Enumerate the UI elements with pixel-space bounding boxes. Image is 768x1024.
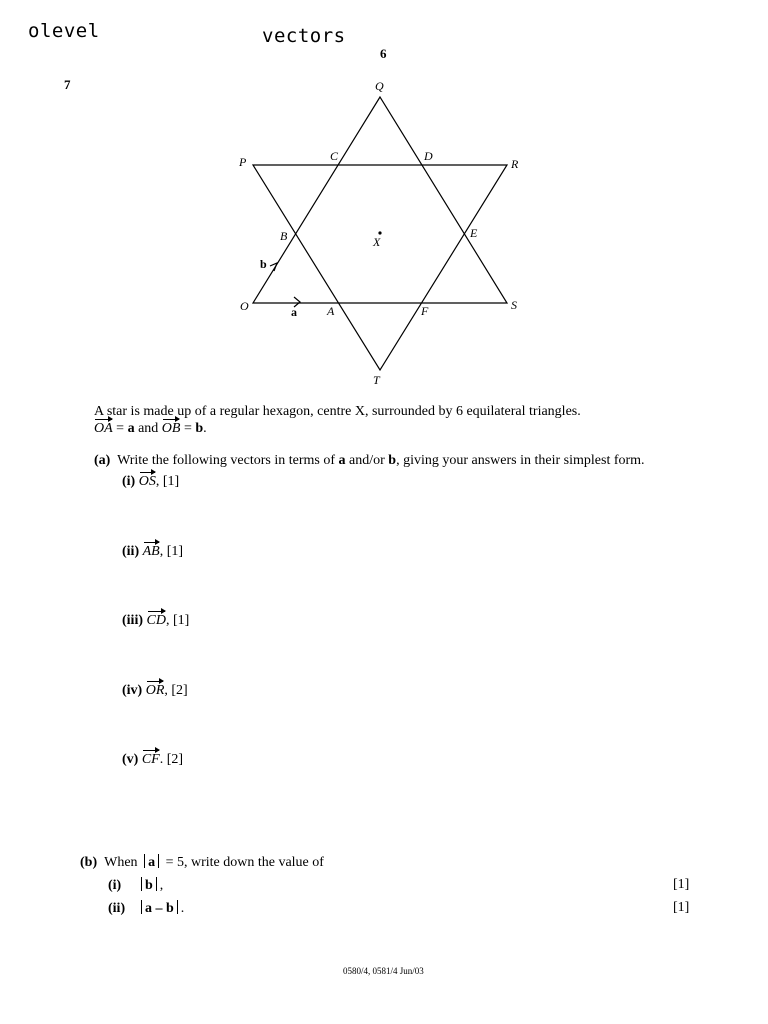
part-a-item-iii: [122, 613, 189, 629]
item-label: (v): [122, 752, 139, 767]
full-stop: .: [203, 421, 207, 436]
separator: .: [180, 901, 185, 916]
separator: ,: [164, 683, 168, 698]
part-b-item-i-marks: [1]: [673, 877, 690, 892]
label-R: R: [511, 157, 519, 171]
label-A: A: [327, 304, 335, 318]
part-a-item-ii: [122, 544, 183, 560]
modulus-bar: [144, 854, 145, 868]
part-b-label: (b): [80, 855, 98, 870]
vector-OR: OR: [145, 683, 165, 698]
part-a-item-v: [122, 752, 183, 768]
part-b-item-i: [108, 877, 163, 894]
label-E: E: [470, 226, 478, 240]
and-text: and: [134, 421, 162, 436]
label-P: P: [239, 155, 247, 169]
part-b-prompt: [80, 854, 324, 871]
part-b-item-ii-marks: [1]: [673, 900, 690, 915]
topic-label: vectors: [262, 25, 346, 47]
part-a-item-i: [122, 474, 179, 490]
bold-a: a: [338, 453, 346, 468]
marks: [2]: [171, 683, 188, 698]
part-a-text: Write the following vectors in terms of: [117, 453, 339, 468]
item-label: (ii): [108, 901, 126, 916]
intro-line-2: [94, 421, 207, 437]
page-number: 6: [380, 46, 387, 61]
item-label: (i): [122, 474, 136, 489]
marks: [1]: [166, 544, 184, 559]
bold-a: a: [148, 855, 156, 870]
star-diagram: [0, 0, 768, 400]
expression-b: b: [145, 878, 153, 893]
upward-triangle: [253, 97, 507, 303]
label-D: D: [424, 149, 433, 163]
vector-CD: CD: [146, 613, 166, 628]
marks: [1]: [172, 613, 190, 628]
separator: ,: [155, 474, 160, 489]
label-F: F: [421, 304, 429, 318]
part-a-label: (a): [94, 453, 111, 468]
label-B: B: [280, 229, 288, 243]
label-C: C: [330, 149, 339, 163]
bold-b: b: [388, 453, 397, 468]
modulus-bar: [177, 900, 178, 914]
separator: ,: [165, 613, 170, 628]
separator: ,: [159, 544, 164, 559]
modulus-bar: [141, 877, 142, 891]
item-label: (iv): [122, 683, 143, 698]
vector-OB: OB: [161, 421, 181, 436]
modulus-bar: [156, 877, 157, 891]
part-b-text: = 5, write down the value of: [162, 855, 324, 870]
item-label: (iii): [122, 613, 143, 628]
vector-OS: OS: [138, 474, 156, 489]
item-label: (i): [108, 878, 122, 893]
label-vector-b: b: [260, 257, 267, 271]
part-a-text: and/or: [345, 453, 389, 468]
vector-AB: AB: [142, 544, 160, 559]
part-a-prompt: [94, 453, 645, 469]
label-O: O: [240, 299, 249, 313]
expression-a-minus-b: a – b: [145, 901, 174, 916]
equals-sign: =: [180, 421, 196, 436]
part-a-text: , giving your answers in their simplest form.: [396, 453, 645, 468]
bold-b: b: [195, 421, 204, 436]
vector-OA: OA: [94, 421, 113, 436]
marks: [1]: [162, 474, 180, 489]
question-number: 7: [64, 77, 71, 92]
label-S: S: [511, 298, 517, 312]
separator: .: [159, 752, 164, 767]
part-a-item-iv: [122, 683, 188, 699]
label-X: X: [373, 235, 381, 249]
label-T: T: [373, 373, 380, 387]
label-Q: Q: [375, 79, 384, 93]
bold-a: a: [127, 421, 135, 436]
downward-triangle: [253, 165, 507, 370]
equals-sign: =: [112, 421, 128, 436]
vector-CF: CF: [141, 752, 160, 767]
marks: [2]: [166, 752, 184, 767]
subject-label: olevel: [28, 20, 100, 42]
item-label: (ii): [122, 544, 140, 559]
footer-code: 0580/4, 0581/4 Jun/03: [343, 966, 424, 976]
part-b-text: When: [104, 855, 142, 870]
modulus-bar: [141, 900, 142, 914]
separator: ,: [159, 878, 164, 893]
intro-line-1: A star is made up of a regular hexagon, centre X, surrounded by 6 equilateral triangles.: [94, 404, 581, 419]
label-vector-a: a: [291, 305, 297, 319]
part-b-item-ii: [108, 900, 184, 917]
modulus-bar: [158, 854, 159, 868]
